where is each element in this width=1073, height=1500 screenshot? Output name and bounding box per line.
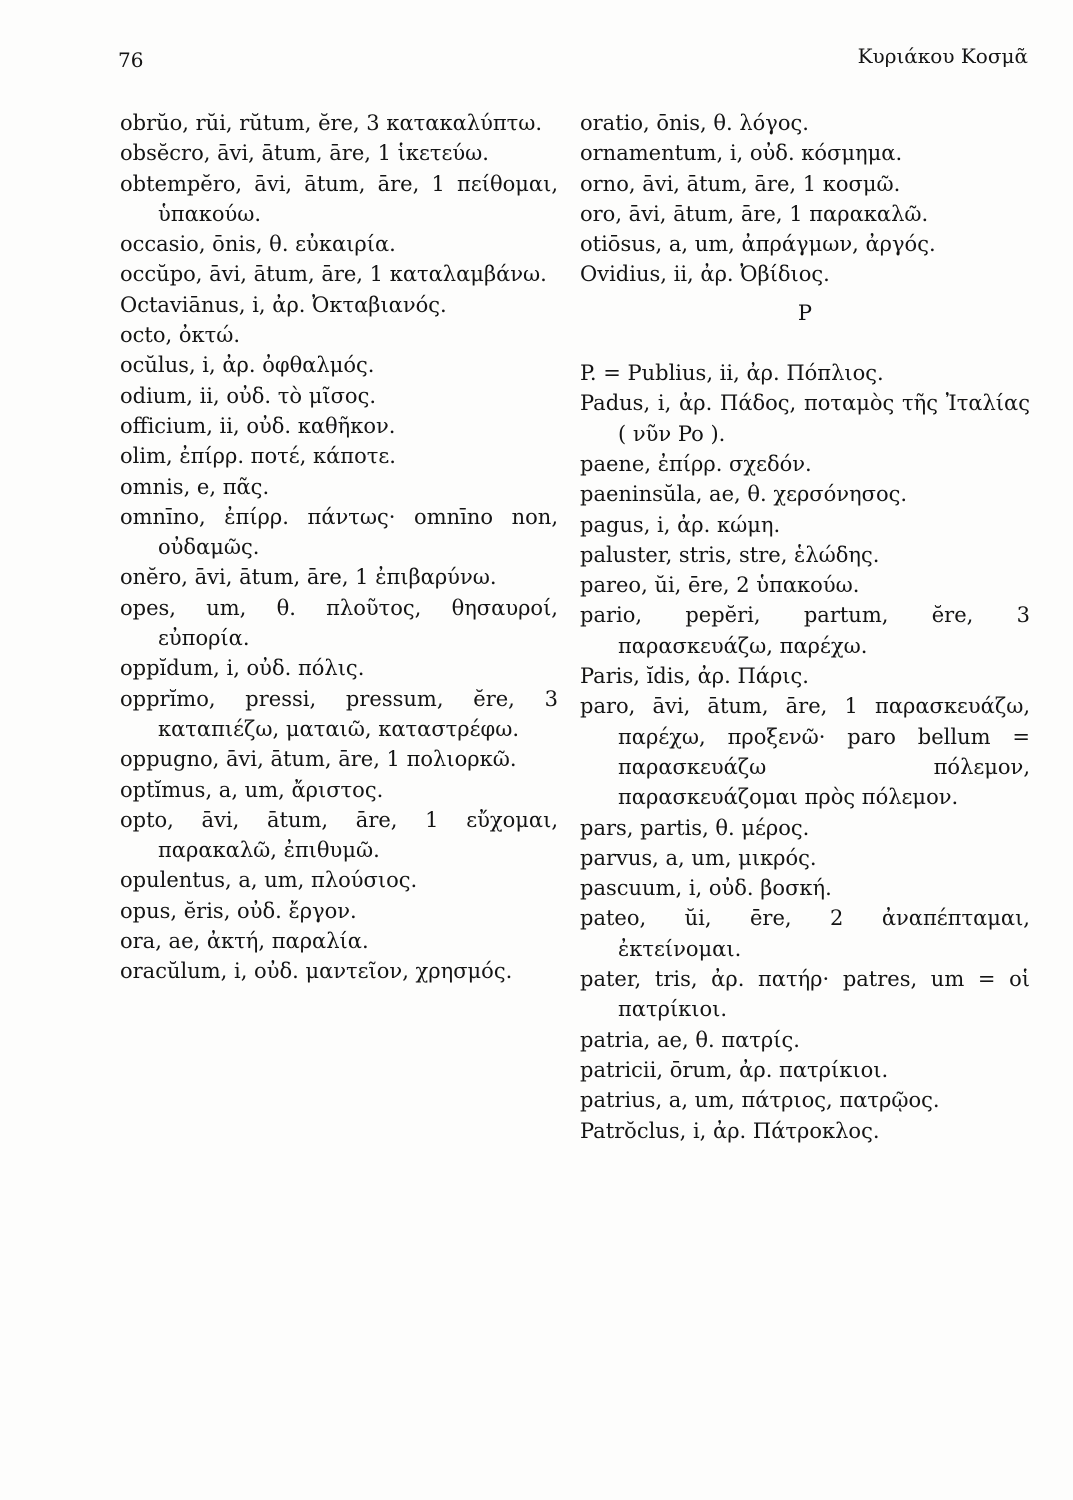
dictionary-entry: omnis, e, πᾶς. bbox=[120, 474, 270, 499]
dictionary-entry: oppĭdum, i, οὐδ. πόλις. bbox=[120, 656, 365, 681]
dictionary-entry: orno, āvi, ātum, āre, 1 κοσμῶ. bbox=[580, 171, 901, 196]
dictionary-entry: opulentus, a, um, πλούσιος. bbox=[120, 868, 418, 893]
right-column bbox=[580, 108, 1030, 1146]
dictionary-entry: pascuum, i, οὐδ. βοσκή. bbox=[580, 876, 832, 901]
dictionary-entry: oratio, ōnis, θ. λόγος. bbox=[580, 111, 809, 135]
dictionary-entry: P. = Publius, ii, ἀρ. Πόπλιος. bbox=[580, 361, 884, 386]
dictionary-entry: omnīno, ἐπίρρ. πάντως· omnīno non, οὐδαμῶς. bbox=[120, 504, 558, 560]
dictionary-entry: pagus, i, ἀρ. κώμη. bbox=[580, 512, 781, 537]
section-letter-heading: P bbox=[797, 300, 813, 325]
dictionary-entry: oppugno, āvi, ātum, āre, 1 πολιορκῶ. bbox=[120, 747, 517, 772]
dictionary-entry: odium, ii, οὐδ. τὸ μῖσος. bbox=[120, 383, 377, 408]
dictionary-entry: olim, ἐπίρρ. ποτέ, κάποτε. bbox=[120, 444, 396, 469]
dictionary-entry: pater, tris, ἀρ. πατήρ· patres, um = οἱ πατρίκιοι. bbox=[580, 967, 1030, 1022]
dictionary-entry: patria, ae, θ. πατρίς. bbox=[580, 1027, 800, 1052]
dictionary-entry: Padus, i, ἀρ. Πάδος, ποταμὸς τῆς Ἰταλίας ( νῦν Po ). bbox=[580, 391, 1030, 446]
dictionary-entry: Ovidius, ii, ἀρ. Ὀβίδιος. bbox=[580, 262, 830, 287]
dictionary-entry: octo, ὀκτώ. bbox=[120, 323, 241, 348]
running-head: Κυριάκου Κοσμᾶ bbox=[857, 44, 1028, 68]
dictionary-entry: obtempĕro, āvi, ātum, āre, 1 πείθομαι, ὑπακούω. bbox=[120, 171, 558, 226]
dictionary-entry: occasio, ōnis, θ. εὐκαιρία. bbox=[120, 232, 396, 257]
dictionary-entry: patrius, a, um, πάτριος, πατρῷος. bbox=[580, 1088, 940, 1113]
left-column bbox=[120, 108, 558, 987]
dictionary-entry: officium, ii, οὐδ. καθῆκον. bbox=[120, 413, 396, 438]
dictionary-entry: opes, um, θ. πλοῦτος, θησαυροί, εὐπορία. bbox=[120, 595, 558, 651]
page-number: 76 bbox=[118, 48, 144, 72]
dictionary-entry: pareo, ŭi, ēre, 2 ὑπακούω. bbox=[580, 573, 860, 598]
dictionary-entry: optĭmus, a, um, ἄριστος. bbox=[120, 777, 384, 802]
dictionary-entry: paeninsŭla, ae, θ. χερσόνησος. bbox=[580, 482, 908, 507]
dictionary-entry: opprĭmo, pressi, pressum, ĕre, 3 καταπιέζω, ματαιῶ, καταστρέφω. bbox=[120, 686, 558, 741]
dictionary-entry: oracŭlum, i, οὐδ. μαντεῖον, χρησμός. bbox=[120, 959, 513, 984]
dictionary-entry: opto, āvi, ātum, āre, 1 εὔχομαι, παρακαλῶ, ἐπιθυμῶ. bbox=[120, 807, 558, 863]
dictionary-entry: pars, partis, θ. μέρος. bbox=[580, 815, 810, 840]
dictionary-entry: paene, ἐπίρρ. σχεδόν. bbox=[580, 451, 812, 476]
dictionary-entry: Patrŏclus, i, ἀρ. Πάτροκλος. bbox=[580, 1118, 880, 1143]
dictionary-entry: paluster, stris, stre, ἑλώδης. bbox=[580, 542, 880, 567]
dictionary-entry: opus, ĕris, οὐδ. ἔργον. bbox=[120, 898, 357, 923]
dictionary-entry: paro, āvi, ātum, āre, 1 παρασκευάζω, παρέχω, προξενῶ· paro bellum = παρασκευάζω πόλεμον, παρασκευάζομαι πρὸς πόλεμον. bbox=[580, 694, 1030, 810]
dictionary-entry: parvus, a, um, μικρός. bbox=[580, 845, 817, 870]
dictionary-entry: otiōsus, a, um, ἀπράγμων, ἀργός. bbox=[580, 232, 936, 257]
dictionary-entry: patricii, ōrum, ἀρ. πατρίκιοι. bbox=[580, 1057, 889, 1082]
dictionary-entry: ocŭlus, i, ἀρ. ὀφθαλμός. bbox=[120, 353, 375, 378]
dictionary-entry: obrŭo, rŭi, rŭtum, ĕre, 3 κατακαλύπτω. bbox=[120, 111, 543, 135]
dictionary-entry: Octaviānus, i, ἀρ. Ὀκταβιανός. bbox=[120, 292, 447, 317]
dictionary-entry: onĕro, āvi, ātum, āre, 1 ἐπιβαρύνω. bbox=[120, 565, 497, 590]
dictionary-entry: Paris, ĭdis, ἀρ. Πάρις. bbox=[580, 664, 809, 689]
dictionary-entry: occŭpo, āvi, ātum, āre, 1 καταλαμβάνω. bbox=[120, 262, 547, 287]
dictionary-entry: oro, āvi, ātum, āre, 1 παρακαλῶ. bbox=[580, 201, 929, 226]
dictionary-entry: ornamentum, i, οὐδ. κόσμημα. bbox=[580, 141, 903, 166]
dictionary-entry: ora, ae, ἀκτή, παραλία. bbox=[120, 929, 369, 954]
dictionary-entry: obsĕcro, āvi, ātum, āre, 1 ἱκετεύω. bbox=[120, 141, 489, 166]
dictionary-entry: pario, pepĕri, partum, ĕre, 3 παρασκευάζω, παρέχω. bbox=[580, 603, 1030, 658]
dictionary-entry: pateo, ŭi, ēre, 2 ἀναπέπταμαι, ἐκτείνομαι. bbox=[580, 906, 1030, 961]
